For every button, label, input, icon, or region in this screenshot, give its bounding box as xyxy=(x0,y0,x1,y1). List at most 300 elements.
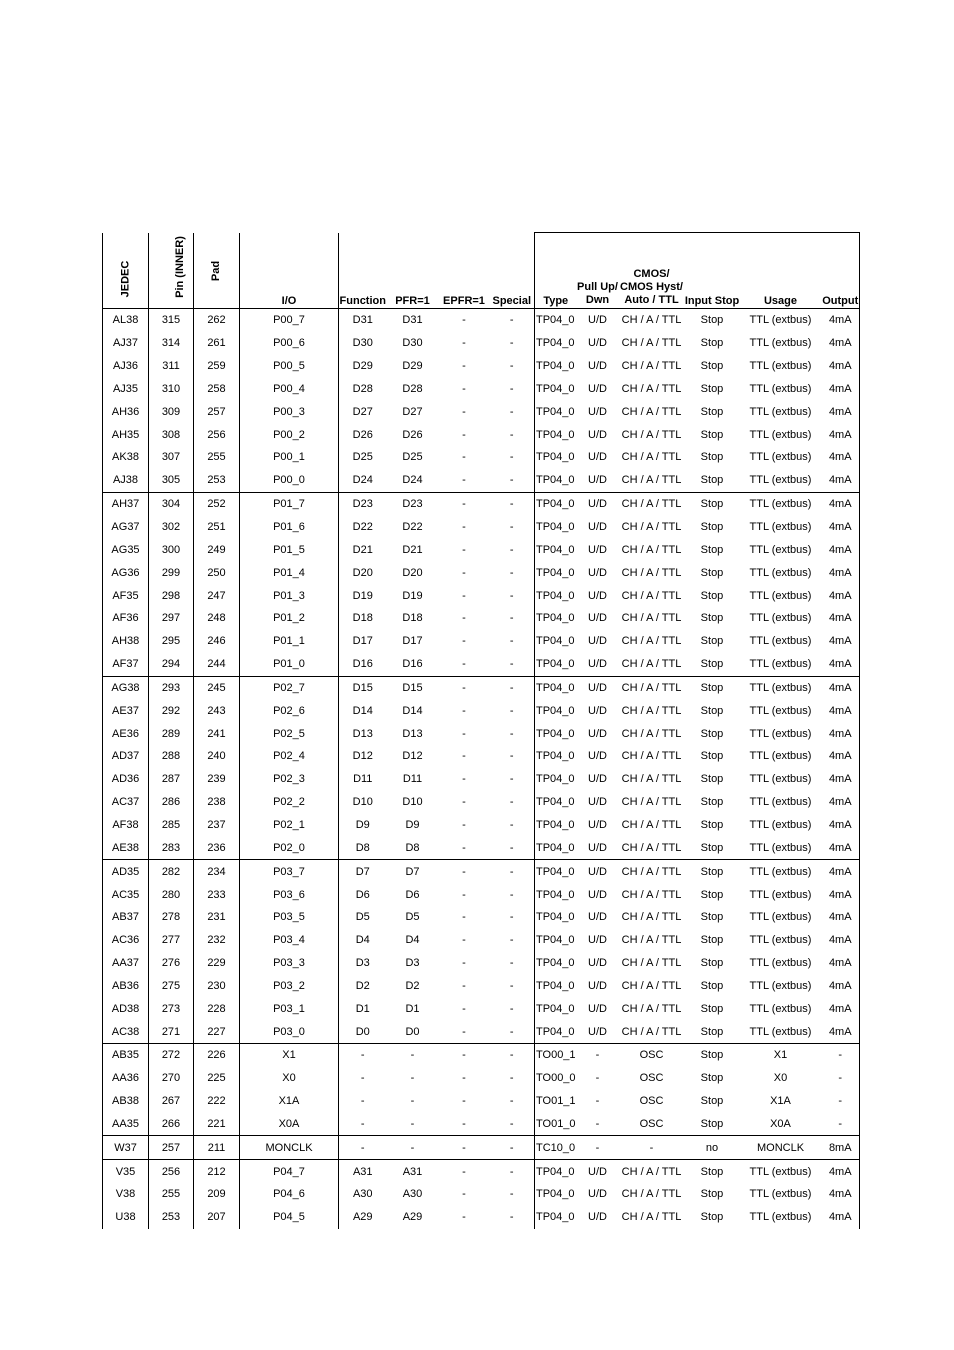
cell-pad: 207 xyxy=(194,1206,240,1229)
cell-function: D29 xyxy=(339,355,387,378)
cell-cmos: CH / A / TTL xyxy=(619,1160,685,1183)
cell-input-stop: Stop xyxy=(700,474,724,487)
cell-epfr: - xyxy=(462,727,466,740)
cell-pad: 250 xyxy=(194,561,240,584)
cell-pull: U/D xyxy=(588,727,607,740)
cell-function: D3 xyxy=(339,952,387,975)
cell-pull: U/D xyxy=(588,543,607,556)
cell-input-stop: Stop xyxy=(685,492,740,515)
cell-pin: 270 xyxy=(149,1067,194,1090)
cell-cmos: OSC xyxy=(639,1095,664,1108)
cell-cmos: CH / A / TTL xyxy=(621,704,682,717)
cell-pull: U/D xyxy=(588,818,607,831)
cell-io: P00_0 xyxy=(240,469,339,492)
cell-pin: 266 xyxy=(149,1113,194,1136)
cell-output: 4mA xyxy=(822,1183,860,1206)
cell-jedec: AB35 xyxy=(103,1044,149,1067)
cell-pin: 276 xyxy=(149,952,194,975)
cell-pull: U/D xyxy=(588,360,607,373)
cell-function: D6 xyxy=(339,883,387,906)
cell-type: TP04_0 xyxy=(535,1160,577,1183)
cell-function: D20 xyxy=(339,561,387,584)
cell-jedec: AB36 xyxy=(103,974,149,997)
cell-epfr: - xyxy=(462,543,466,556)
cell-jedec: V35 xyxy=(103,1160,149,1183)
cell-pad: 209 xyxy=(194,1183,240,1206)
cell-pfr: A29 xyxy=(402,1211,423,1224)
cell-input-stop: Stop xyxy=(700,360,724,373)
cell-pfr: D0 xyxy=(405,1025,420,1038)
cell-special: - xyxy=(509,704,514,717)
cell-pull: - xyxy=(595,1072,600,1085)
cell-usage: TTL (extbus) xyxy=(749,796,812,809)
cell-cmos: OSC xyxy=(639,1117,664,1130)
cell-pin: 294 xyxy=(149,653,194,676)
cell-io: P00_1 xyxy=(240,446,339,469)
cell-pin: 307 xyxy=(149,446,194,469)
cell-usage: TTL (extbus) xyxy=(749,612,812,625)
cell-function: D12 xyxy=(339,745,387,768)
col-header-special: Special xyxy=(490,233,535,309)
cell-pfr: D13 xyxy=(402,727,423,740)
cell-input-stop: Stop xyxy=(700,934,724,947)
cell-usage: TTL (extbus) xyxy=(740,676,822,699)
cell-input-stop: Stop xyxy=(700,750,724,763)
cell-usage: TTL (extbus) xyxy=(749,1211,812,1224)
cell-pad: 237 xyxy=(194,814,240,837)
cell-io: P01_2 xyxy=(240,607,339,630)
cell-epfr: - xyxy=(462,934,466,947)
table-row xyxy=(103,1113,860,1136)
cell-output: 4mA xyxy=(822,332,860,355)
cell-input-stop: Stop xyxy=(700,796,724,809)
cell-output: 4mA xyxy=(822,836,860,859)
cell-pin: 288 xyxy=(149,745,194,768)
cell-special: - xyxy=(509,979,514,992)
cell-pull: U/D xyxy=(588,658,607,671)
cell-cmos: CH / A / TTL xyxy=(621,750,682,763)
cell-type: TP04_0 xyxy=(535,492,577,515)
table-row xyxy=(103,814,860,837)
cell-pfr: D11 xyxy=(402,773,423,786)
table-row xyxy=(103,378,860,401)
cell-pin: 305 xyxy=(149,469,194,492)
cell-input-stop: Stop xyxy=(700,543,724,556)
cell-pfr: D9 xyxy=(405,818,420,831)
cell-type: TP04_0 xyxy=(535,1206,577,1229)
cell-cmos: OSC xyxy=(639,1072,664,1085)
cell-epfr: - xyxy=(462,658,466,671)
cell-function: D21 xyxy=(339,538,387,561)
cell-pfr: D28 xyxy=(402,382,423,395)
cell-pfr: D25 xyxy=(402,451,423,464)
cell-usage: TTL (extbus) xyxy=(749,314,812,327)
cell-io: P03_0 xyxy=(240,1020,339,1043)
cell-epfr: - xyxy=(462,1002,466,1015)
cell-function: - xyxy=(339,1067,387,1090)
cell-pin: 253 xyxy=(149,1206,194,1229)
cell-output: 4mA xyxy=(822,814,860,837)
cell-cmos: CH / A / TTL xyxy=(621,635,682,648)
table-row xyxy=(103,836,860,859)
cell-cmos: CH / A / TTL xyxy=(621,818,682,831)
cell-pfr: A31 xyxy=(387,1160,439,1183)
cell-output: 4mA xyxy=(822,607,860,630)
cell-pull: U/D xyxy=(588,382,607,395)
cell-cmos: CH / A / TTL xyxy=(621,314,682,327)
cell-special: - xyxy=(509,841,514,854)
cell-pull: U/D xyxy=(577,676,619,699)
cell-function: D5 xyxy=(339,906,387,929)
cell-output: 4mA xyxy=(822,630,860,653)
cell-pin: 314 xyxy=(149,332,194,355)
cell-input-stop: Stop xyxy=(700,337,724,350)
cell-type: TO01_1 xyxy=(535,1090,577,1113)
cell-function: - xyxy=(339,1044,387,1067)
cell-function: D10 xyxy=(339,791,387,814)
table-row xyxy=(103,1206,860,1229)
cell-input-stop: Stop xyxy=(700,727,724,740)
cell-output: 4mA xyxy=(822,1160,860,1183)
cell-usage: TTL (extbus) xyxy=(749,841,812,854)
cell-pull: - xyxy=(577,1044,619,1067)
cell-output: 4mA xyxy=(822,883,860,906)
cell-input-stop: Stop xyxy=(700,635,724,648)
col-header-function: Function xyxy=(339,233,387,309)
cell-pad: 253 xyxy=(194,469,240,492)
cell-special: - xyxy=(509,658,514,671)
cell-usage: X1A xyxy=(770,1095,791,1108)
cell-io: P03_2 xyxy=(240,974,339,997)
cell-pad: 211 xyxy=(194,1136,240,1160)
cell-io: P01_1 xyxy=(240,630,339,653)
cell-pfr: - xyxy=(387,1044,439,1067)
cell-usage: TTL (extbus) xyxy=(749,658,812,671)
cell-function: D19 xyxy=(339,584,387,607)
cell-epfr: - xyxy=(462,405,466,418)
cell-usage: TTL (extbus) xyxy=(749,382,812,395)
cell-function: D11 xyxy=(339,768,387,791)
cell-special: - xyxy=(509,1095,514,1108)
cell-pull: U/D xyxy=(588,841,607,854)
cell-pull: U/D xyxy=(588,337,607,350)
cell-input-stop: Stop xyxy=(685,676,740,699)
cell-io: P03_4 xyxy=(240,929,339,952)
cell-special: - xyxy=(509,405,514,418)
table-row xyxy=(103,860,860,883)
table-row xyxy=(103,1183,860,1206)
cell-jedec: AA37 xyxy=(103,952,149,975)
cell-pull: U/D xyxy=(588,957,607,970)
cell-jedec: AF36 xyxy=(103,607,149,630)
cell-io: P02_5 xyxy=(240,722,339,745)
cell-input-stop: Stop xyxy=(685,1044,740,1067)
cell-input-stop: Stop xyxy=(700,957,724,970)
cell-cmos: CH / A / TTL xyxy=(621,727,682,740)
cell-function: D7 xyxy=(339,860,387,883)
cell-cmos: CH / A / TTL xyxy=(621,888,682,901)
cell-cmos: OSC xyxy=(619,1044,685,1067)
table-row xyxy=(103,561,860,584)
cell-input-stop: Stop xyxy=(700,1211,724,1224)
table-row xyxy=(103,906,860,929)
cell-pad: 262 xyxy=(194,309,240,332)
cell-usage: X0A xyxy=(770,1117,791,1130)
cell-epfr: - xyxy=(462,314,466,327)
cell-special: - xyxy=(490,676,535,699)
cell-pin: 315 xyxy=(149,309,194,332)
cell-io: P02_2 xyxy=(240,791,339,814)
cell-pad: 212 xyxy=(194,1160,240,1183)
pin-table xyxy=(102,232,860,1229)
cell-function: D1 xyxy=(339,997,387,1020)
cell-special: - xyxy=(509,773,514,786)
cell-epfr: - xyxy=(462,589,466,602)
cell-pfr: D3 xyxy=(405,957,420,970)
cell-epfr: - xyxy=(462,382,466,395)
table-row xyxy=(103,355,860,378)
cell-output: 4mA xyxy=(822,423,860,446)
cell-usage: TTL (extbus) xyxy=(749,543,812,556)
cell-pad: 226 xyxy=(194,1044,240,1067)
cell-pad: 228 xyxy=(194,997,240,1020)
cell-pin: 289 xyxy=(149,722,194,745)
cell-io: MONCLK xyxy=(240,1136,339,1160)
cell-function: - xyxy=(339,1136,387,1160)
cell-pfr: D5 xyxy=(405,911,420,924)
cell-pin: 257 xyxy=(149,1136,194,1160)
table-row xyxy=(103,516,860,539)
cell-jedec: AL38 xyxy=(103,309,149,332)
cell-pull: U/D xyxy=(588,750,607,763)
cell-jedec: AF38 xyxy=(103,814,149,837)
cell-special: - xyxy=(490,860,535,883)
cell-special: - xyxy=(509,314,514,327)
cell-io: X0 xyxy=(240,1067,339,1090)
cell-usage: TTL (extbus) xyxy=(749,1188,812,1201)
cell-io: P02_6 xyxy=(240,699,339,722)
table-row xyxy=(103,1020,860,1043)
cell-pin: 302 xyxy=(149,516,194,539)
cell-io: P01_5 xyxy=(240,538,339,561)
cell-pad: 251 xyxy=(194,516,240,539)
cell-epfr: - xyxy=(462,428,466,441)
cell-pfr: D19 xyxy=(402,589,423,602)
cell-epfr: - xyxy=(439,492,490,515)
cell-jedec: AH35 xyxy=(103,423,149,446)
cell-io: P03_5 xyxy=(240,906,339,929)
cell-pin: 298 xyxy=(149,584,194,607)
cell-cmos: CH / A / TTL xyxy=(621,1002,682,1015)
cell-jedec: AJ37 xyxy=(103,332,149,355)
cell-cmos: CH / A / TTL xyxy=(621,360,682,373)
cell-pin: 275 xyxy=(149,974,194,997)
col-header-pad: Pad xyxy=(194,233,240,309)
cell-epfr: - xyxy=(439,1136,490,1160)
cell-usage: TTL (extbus) xyxy=(740,860,822,883)
cell-pfr: D14 xyxy=(402,704,423,717)
cell-output: 4mA xyxy=(822,768,860,791)
cell-usage: TTL (extbus) xyxy=(749,888,812,901)
cell-pin: 256 xyxy=(149,1160,194,1183)
table-row xyxy=(103,469,860,492)
cell-pull: U/D xyxy=(588,934,607,947)
cell-output: 4mA xyxy=(822,400,860,423)
cell-pin: 283 xyxy=(149,836,194,859)
cell-special: - xyxy=(509,1072,514,1085)
cell-pull: U/D xyxy=(588,979,607,992)
cell-type: TP04_0 xyxy=(535,653,577,676)
cell-function: D8 xyxy=(339,836,387,859)
cell-jedec: AE38 xyxy=(103,836,149,859)
cell-pin: 255 xyxy=(149,1183,194,1206)
cell-epfr: - xyxy=(439,860,490,883)
cell-epfr: - xyxy=(462,841,466,854)
cell-jedec: U38 xyxy=(103,1206,149,1229)
cell-function: D31 xyxy=(339,309,387,332)
cell-cmos: CH / A / TTL xyxy=(621,589,682,602)
cell-function: D23 xyxy=(339,492,387,515)
cell-cmos: CH / A / TTL xyxy=(621,337,682,350)
cell-type: TP04_0 xyxy=(535,929,577,952)
cell-pin: 299 xyxy=(149,561,194,584)
cell-cmos: CH / A / TTL xyxy=(621,451,682,464)
cell-pad: 252 xyxy=(194,492,240,515)
cell-input-stop: Stop xyxy=(700,1072,724,1085)
cell-pad: 246 xyxy=(194,630,240,653)
cell-usage: TTL (extbus) xyxy=(749,911,812,924)
table-row xyxy=(103,446,860,469)
cell-io: X1 xyxy=(240,1044,339,1067)
cell-pfr: D18 xyxy=(402,612,423,625)
cell-pin: 300 xyxy=(149,538,194,561)
cell-function: D25 xyxy=(339,446,387,469)
table-row xyxy=(103,997,860,1020)
cell-special: - xyxy=(509,1025,514,1038)
cell-io: P00_3 xyxy=(240,400,339,423)
cell-output: 8mA xyxy=(822,1136,860,1160)
table-row xyxy=(103,1136,860,1160)
cell-function: A29 xyxy=(339,1206,387,1229)
cell-io: P01_7 xyxy=(240,492,339,515)
table-row xyxy=(103,952,860,975)
cell-usage: MONCLK xyxy=(740,1136,822,1160)
col-header-pin: Pin (INNER) xyxy=(149,233,194,309)
cell-special: - xyxy=(509,1002,514,1015)
cell-special: - xyxy=(509,796,514,809)
cell-type: TP04_0 xyxy=(535,791,577,814)
cell-pin: 310 xyxy=(149,378,194,401)
table-row xyxy=(103,722,860,745)
table-row xyxy=(103,653,860,676)
cell-input-stop: Stop xyxy=(700,382,724,395)
cell-function: - xyxy=(339,1090,387,1113)
cell-input-stop: Stop xyxy=(700,521,724,534)
cell-pull: - xyxy=(595,1117,600,1130)
cell-pin: 273 xyxy=(149,997,194,1020)
cell-pin: 271 xyxy=(149,1020,194,1043)
cell-type: TP04_0 xyxy=(535,997,577,1020)
cell-usage: TTL (extbus) xyxy=(749,750,812,763)
cell-pad: 240 xyxy=(194,745,240,768)
cell-function: D4 xyxy=(339,929,387,952)
cell-pull: U/D xyxy=(588,796,607,809)
cell-pfr: D29 xyxy=(402,360,423,373)
table-row xyxy=(103,423,860,446)
table-row xyxy=(103,607,860,630)
cell-io: X0A xyxy=(240,1113,339,1136)
cell-epfr: - xyxy=(462,360,466,373)
cell-input-stop: Stop xyxy=(700,566,724,579)
cell-output: 4mA xyxy=(822,699,860,722)
cell-cmos: CH / A / TTL xyxy=(621,773,682,786)
cell-special: - xyxy=(490,492,535,515)
cell-pfr: D12 xyxy=(402,750,423,763)
cell-pfr: D31 xyxy=(402,314,423,327)
cell-input-stop: Stop xyxy=(700,979,724,992)
cell-io: P01_6 xyxy=(240,516,339,539)
cell-special: - xyxy=(509,888,514,901)
cell-jedec: AJ38 xyxy=(103,469,149,492)
cell-pfr: D4 xyxy=(405,934,420,947)
cell-pull: U/D xyxy=(588,704,607,717)
cell-pin: 277 xyxy=(149,929,194,952)
table-row xyxy=(103,1067,860,1090)
cell-jedec: AG36 xyxy=(103,561,149,584)
cell-pull: U/D xyxy=(588,1211,607,1224)
cell-cmos: CH / A / TTL xyxy=(619,860,685,883)
cell-usage: TTL (extbus) xyxy=(749,405,812,418)
table-row xyxy=(103,630,860,653)
cell-usage: TTL (extbus) xyxy=(749,337,812,350)
cell-pfr: D30 xyxy=(402,337,423,350)
cell-input-stop: Stop xyxy=(700,405,724,418)
cell-jedec: AA36 xyxy=(103,1067,149,1090)
cell-io: P03_1 xyxy=(240,997,339,1020)
cell-pin: 293 xyxy=(149,676,194,699)
cell-pin: 280 xyxy=(149,883,194,906)
cell-output: 4mA xyxy=(822,676,860,699)
cell-io: P03_6 xyxy=(240,883,339,906)
cell-epfr: - xyxy=(462,474,466,487)
cell-type: TP04_0 xyxy=(535,883,577,906)
cell-pull: U/D xyxy=(588,773,607,786)
cell-type: TP04_0 xyxy=(535,836,577,859)
cell-pull: U/D xyxy=(577,492,619,515)
cell-function: A30 xyxy=(339,1183,387,1206)
cell-pad: 229 xyxy=(194,952,240,975)
cell-special: - xyxy=(509,360,514,373)
cell-pin: 311 xyxy=(149,355,194,378)
cell-type: TP04_0 xyxy=(535,584,577,607)
cell-output: 4mA xyxy=(822,584,860,607)
cell-special: - xyxy=(509,635,514,648)
cell-jedec: AJ36 xyxy=(103,355,149,378)
cell-special: - xyxy=(490,1136,535,1160)
cell-pull: U/D xyxy=(588,428,607,441)
cell-io: P02_1 xyxy=(240,814,339,837)
cell-pull: U/D xyxy=(588,1025,607,1038)
cell-special: - xyxy=(509,818,514,831)
cell-io: P02_7 xyxy=(240,676,339,699)
cell-function: D9 xyxy=(339,814,387,837)
cell-cmos: CH / A / TTL xyxy=(621,543,682,556)
cell-pad: 221 xyxy=(194,1113,240,1136)
cell-pfr: D10 xyxy=(402,796,423,809)
cell-epfr: - xyxy=(462,612,466,625)
cell-pfr: - xyxy=(410,1072,415,1085)
cell-epfr: - xyxy=(462,1211,466,1224)
